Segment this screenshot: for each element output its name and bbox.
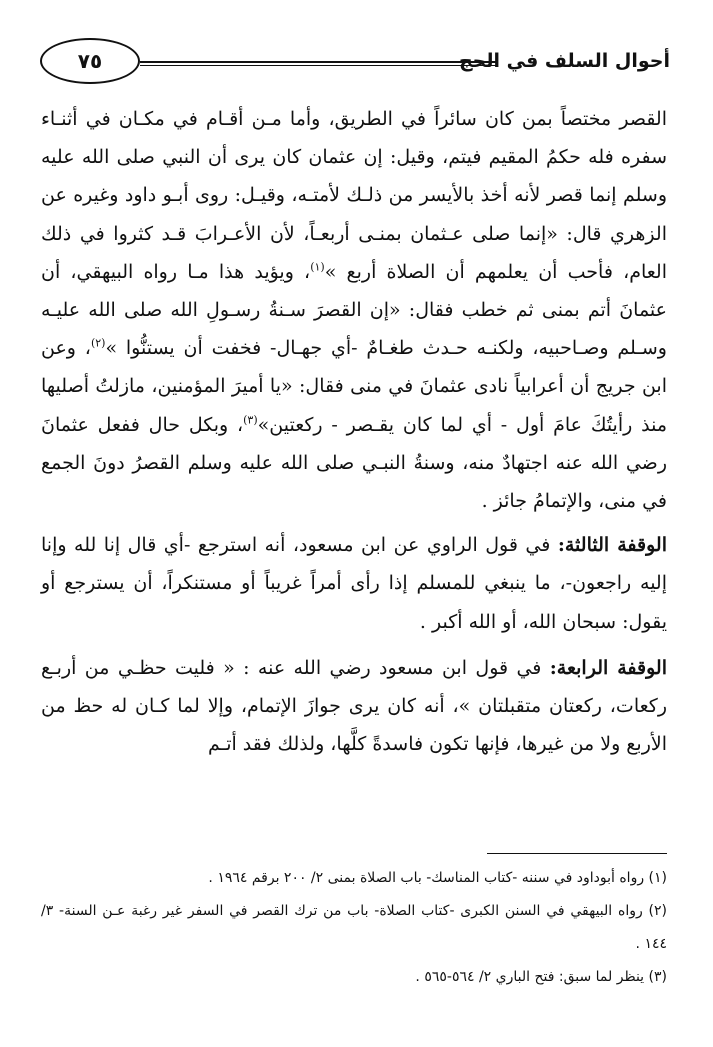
page-header (40, 38, 670, 84)
header-divider (140, 61, 498, 66)
footnote-ref-3: (٣) (243, 413, 258, 427)
paragraph-2 (41, 526, 667, 641)
paragraph-1-text-c: ، وعن ابن جريج أن أعرابياً نادى عثمانَ في منى فقال: «يا أميرَ المؤمنين، مازلتُ أصليها منذ رأيتُكَ عامَ أول - أي لما كان يقـصر - ركعتين» (41, 337, 667, 436)
footnote-ref-1: (١) (310, 260, 325, 274)
paragraph-1-text-a: القصر مختصاً بمن كان سائراً في الطريق، وأما مـن أقـام في مكـان في أثنـاء سفره فله حكمُ المقيم فيتم، وقيل: إن عثمان كان يرى أن النبي صلى الله عليه وسلم إنما قصر لأنه أخذ بالأيسر من ذلـك لأمتـه، وقيـل: روى أبـو داود وغيره عن الزهري قال: «إنما صلى عـثمان بمنـى أربعـاً، لأن الأعـرابَ قـد كثروا في ذلك العام، فأحب أن يعلمهم أن الصلاة أربع » (41, 108, 667, 283)
section-label-fourth: الوقفة الرابعة: (549, 656, 667, 679)
paragraph-1 (41, 100, 667, 520)
footnote-2: (٢) رواه البيهقي في السنن الكبرى -كتاب الصلاة- باب من ترك القصر في السفر غير رغبة عـن السنة- ٣/ ١٤٤ . (41, 903, 667, 952)
footnote-ref-2: (٢) (90, 336, 106, 350)
paragraph-3-text: في قول ابن مسعود رضي الله عنه : « فليت حظـي من أربـع ركعات، ركعتان متقبلتان »، أنه كان يرى جوازَ الإتمام، وإلا لما كـان له حظ من الأربع ولا من غيرها، فإنها تكون فاسدةً كلَّها، ولذلك فقد أتـم (41, 656, 667, 756)
footnote-3: (٣) ينظر لما سبق: فتح الباري ٢/ ٥٦٤-٥٦٥ . (415, 969, 667, 985)
footnote-1: (١) رواه أبوداود في سننه -كتاب المناسك- باب الصلاة بمنى ٢/ ٢٠٠ برقم ١٩٦٤ . (208, 870, 667, 886)
paragraph-2-text: في قول الراوي عن ابن مسعود، أنه استرجع -أي قال إنا لله وإنا إليه راجعون-، ما ينبغي للمسلم إذا رأى أمراً غريباً أو مستنكراً، أن يسترجع أو يقول: سبحان الله، أو الله أكبر . (41, 534, 667, 633)
paragraph-3 (41, 649, 667, 764)
section-label-third: الوقفة الثالثة: (557, 534, 667, 557)
paragraph-1-text-d: ، وبكل حال ففعل عثمانَ رضي الله عنه اجتهادٌ منه، وسنةُ النبـي صلى الله عليه وسلم القصرُ دونَ الجمع في منى، والإتمامُ جائز . (41, 413, 667, 513)
paragraph-1-text-b: ، ويؤيد هذا مـا رواه البيهقي، أن عثمانَ أتم بمنى ثم خطب فقال: «إن القصرَ سـنةُ رسـولِ الله صلى الله عليـه وسـلم وصـاحبيه، ولكنـه حـدث طغـامٌ -أي جهـال- فخفت أن يستنُّوا » (41, 260, 667, 360)
main-text (41, 100, 667, 763)
footnote-divider (487, 853, 667, 854)
page-number: ٧٥ (40, 38, 140, 84)
footnotes (41, 862, 667, 994)
running-title: أحوال السلف في الحج (458, 50, 670, 72)
